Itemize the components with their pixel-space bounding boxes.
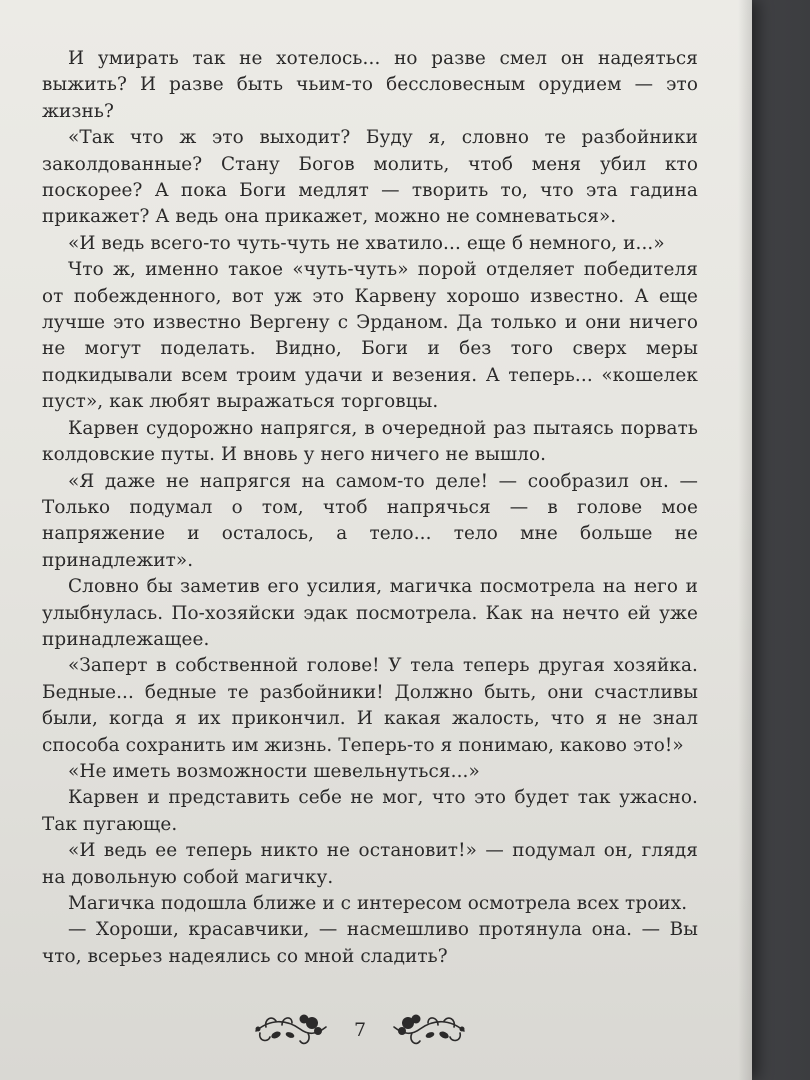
paragraph: «И ведь всего-то чуть-чуть не хватило... еще б немного, и...» <box>68 232 665 254</box>
paragraph: Что ж, именно такое «чуть-чуть» порой отделяет победителя от побежденного, вот уж это Карвену хорошо известно. А еще лучше это известно Вергену с Эрданом. Да только и они ничего не могут поделать. Видно, Боги и без того сверх меры подкидывали всем троим удачи и везения. А теперь... «кошелек пуст», как любят выражаться торговцы. <box>42 259 698 413</box>
paragraph: «Я даже не напрягся на самом-то деле! — сообразил он. — Только подумал о том, чтоб напрячься — в голове мое напряжение и осталось, а тело... тело мне больше не принадлежит». <box>42 470 698 571</box>
paragraph: Словно бы заметив его усилия, магичка посмотрела на него и улыбнулась. По-хозяйски эдак посмотрела. Как на нечто ей уже принадлежащее. <box>42 576 698 650</box>
paragraph: «Заперт в собственной голове! У тела теперь другая хозяйка. Бедные... бедные те разбойники! Должно быть, они счастливы были, когда я их прикончил. И какая жалость, что я не знал способа сохранить им жизнь. Теперь-то я понимаю, каково это!» <box>42 655 698 756</box>
page-text <box>42 46 698 970</box>
paragraph: — Хороши, красавчики, — насмешливо протянула она. — Вы что, всерьез надеялись со мной сладить? <box>42 919 698 967</box>
paragraph: Магичка подошла ближе и с интересом осмотрела всех троих. <box>68 893 688 914</box>
paragraph: «И ведь ее теперь никто не остановит!» — подумал он, глядя на довольную собой магичку. <box>42 840 698 888</box>
page-footer <box>240 1002 480 1058</box>
floral-ornament-right-icon <box>390 1009 468 1051</box>
page-number: 7 <box>353 1019 367 1041</box>
paragraph: «Не иметь возможности шевельнуться...» <box>68 760 480 782</box>
paragraph: Карвен и представить себе не мог, что это будет так ужасно. Так пугающе. <box>42 787 698 835</box>
page-edge-shadow <box>738 0 752 1080</box>
paragraph: Карвен судорожно напрягся, в очередной раз пытаясь порвать колдовские путы. И вновь у него ничего не вышло. <box>42 417 698 466</box>
paragraph: И умирать так не хотелось... но разве смел он надеяться выжить? И разве быть чьим-то бессловесным орудием — это жизнь? <box>42 48 698 122</box>
floral-ornament-left-icon <box>252 1009 330 1051</box>
paragraph: «Так что ж это выходит? Буду я, словно те разбойники заколдованные? Стану Богов молить, чтоб меня убил кто поскорее? А пока Боги медлят — творить то, что эта гадина прикажет? А ведь она прикажет, можно не сомневаться». <box>42 127 698 228</box>
